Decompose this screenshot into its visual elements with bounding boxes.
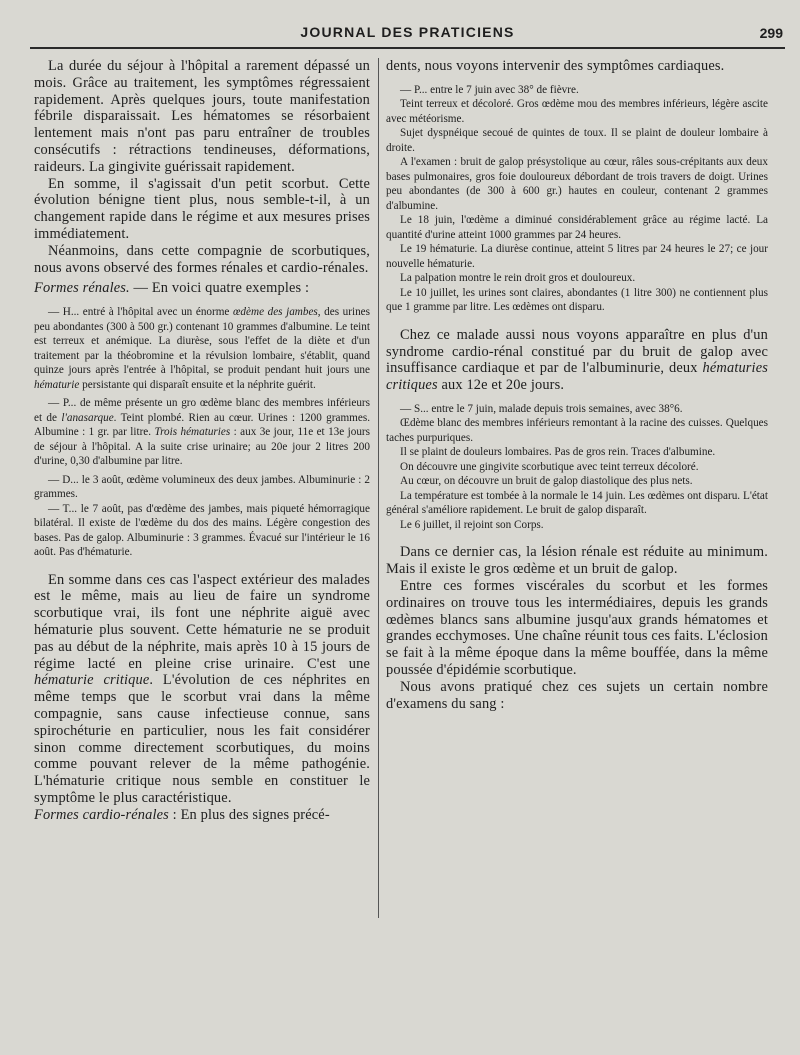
heading-formes-renales <box>34 280 370 297</box>
paragraph-formes-observees: Néanmoins, dans cette compagnie de scorbutiques, nous avons observé des formes rénales et cardio-rénales. <box>34 242 370 276</box>
case-p <box>34 396 370 469</box>
paragraph-formes-cardio-renales <box>34 807 370 824</box>
case-s7: Le 6 juillet, il rejoint son Corps. <box>400 518 544 531</box>
paragraph-hematurie-part-a: En somme dans ces cas l'aspect extérieur des malades est le même, mais au lieu de faire un syndrome scorbutique vrai, ils font une néphrite aiguë avec hématurie plus souvent. Cette hématurie ne se produit pas au début de la néphrite, mais après 10 à 15 jours de régime lacté en pleine crise urinaire. C'est une <box>34 571 370 672</box>
heading-formes-renales-text: — En voici quatre exemples : <box>129 280 310 297</box>
case-p7: La palpation montre le rein droit gros et douloureux. <box>400 272 636 285</box>
case-h-part-a: — H... entré à l'hôpital avec un énorme <box>48 306 233 319</box>
paragraph-syndrome-part-b: aux 12e et 20e jours. <box>437 377 565 394</box>
case-p1: — P... entre le 7 juin avec 38° de fièvre. <box>400 83 579 96</box>
case-h-emphasis-2: hématurie <box>34 378 80 391</box>
paragraph-dernier-cas: Dans ce dernier cas, la lésion rénale est réduite au minimum. Mais il existe le gros œdème et un bruit de galop. <box>386 544 768 578</box>
case-h <box>34 305 370 392</box>
column-separator <box>378 58 379 918</box>
case-p5: Le 18 juin, l'œdème a diminué considérablement grâce au régime lacté. La quantité d'urine atteint 1000 grammes par 24 heures. <box>386 214 768 241</box>
case-s1: — S... entre le 7 juin, malade depuis trois semaines, avec 38°6. <box>400 402 683 415</box>
paragraph-hematurie-critique <box>34 572 370 807</box>
paragraph-hematurie-part-b: . L'évolution de ces néphrites en même temps que le scorbut vrai dans la même compagnie, sans cause infectieuse connue, sans spirochéturie en particulier, nous les fait considérer sinon comme directement scorbutiques, du moins comme pouvant relever de la même pathogénie. L'hématurie critique nous semble en constituer le symptôme le plus caractéristique. <box>34 672 370 807</box>
heading-formes-cardio-renales: Formes cardio-rénales <box>34 806 169 823</box>
case-p8: Le 10 juillet, les urines sont claires, abondantes (1 litre 300) ne contiennent plus que 1 gramme par litre. Les œdèmes ont disparu. <box>386 286 768 314</box>
paragraph-syndrome-cardio-renal <box>386 327 768 394</box>
running-header <box>30 22 785 46</box>
case-s2: Œdème blanc des membres inférieurs remontant à la racine des cuisses. Quelques taches purpuriques. <box>386 417 768 444</box>
paragraph-petit-scorbut: En somme, il s'agissait d'un petit scorbut. Cette évolution bénigne tient plus, nous semble-t-il, à un changement rapide dans le régime et aux mesures prises immédiatement. <box>34 175 370 242</box>
case-s4: On découvre une gingivite scorbutique avec teint terreux décoloré. <box>400 460 699 473</box>
case-p4: A l'examen : bruit de galop présystolique au cœur, râles sous-crépitants aux deux bases pulmonaires, gros foie douloureux débordant de trois travers de doigt. Urines peu abondantes (de 300 à 600 gr.) hautes en couleur, contenant 2 grammes d'albumine. <box>386 156 768 212</box>
paragraph-formes-cardio-renales-text: : En plus des signes précé- <box>168 806 330 823</box>
case-h-part-c: persistante qui disparaît ensuite et la néphrite guérit. <box>79 378 316 391</box>
case-t: — T... le 7 août, pas d'œdème des jambes, mais piqueté hémorragique bilatéral. Il existe de l'œdème du dos des mains. Légère congestion des bases. Pas de galop. Albuminurie : 3 grammes. Évacué sur l'intérieur le 16 août. Pas d'hématurie. <box>34 502 370 559</box>
case-p-emphasis-2: Trois hématuries <box>154 426 231 439</box>
paragraph-hospital-stay: La durée du séjour à l'hôpital a rarement dépassé un mois. Grâce au traitement, les symptômes régressaient rapidement. Après quelques jours, toute manifestation fébrile disparaissait. Les hématomes se résorbaient lentement mais n'ont pas paru entraîner de troubles consécutifs : rétractions tendineuses, déformations, raideurs. La gingivite guérissait rapidement. <box>34 58 370 175</box>
case-p3: Sujet dyspnéique secoué de quintes de toux. Il se plaint de douleur lombaire à droite. <box>386 127 768 154</box>
case-h-emphasis: œdème des jambes <box>232 306 318 319</box>
page-number: 299 <box>759 25 783 41</box>
paragraph-hematurie-emphasis: hématurie critique <box>34 672 150 689</box>
paragraph-syndrome-emphasis: hématuries critiques <box>386 360 768 394</box>
paragraph-examens-sang: Nous avons pratiqué chez ces sujets un certain nombre d'examens du sang : <box>386 678 768 712</box>
header-rule <box>30 47 785 49</box>
paragraph-symptomes-cardiaques: dents, nous voyons intervenir des symptômes cardiaques. <box>386 58 725 74</box>
case-p6: Le 19 hématurie. La diurèse continue, atteint 5 litres par 24 heures le 27; ce jour nouvelle hématurie. <box>386 243 768 270</box>
case-s6: La température est tombée à la normale le 14 juin. Les œdèmes ont disparu. L'état général s'améliore rapidement. Le bruit de galop disparaît. <box>386 489 768 517</box>
case-p-part-a: — P... de même présente un gro œdème blanc des membres inférieurs et de <box>34 397 370 424</box>
case-p-emphasis: l'anasarque <box>61 411 114 424</box>
case-p2: Teint terreux et décoloré. Gros œdème mou des membres inférieurs, légère ascite avec météorisme. <box>386 98 768 125</box>
case-h-part-b: , des urines peu abondantes (300 à 500 gr.) contenant 10 grammes d'albumine. Le teint est terreux et anémique. La diurèse, sous l'effet de la diète et d'un traitement par la théobromine et la révulsion lombaire, s'établit, quand quinze jours après l'entrée à l'hôpital, se produit pendant huit jours une <box>34 306 370 377</box>
paragraph-formes-intermediaires: Entre ces formes viscérales du scorbut et les formes ordinaires on trouve tous les intermédiaires, depuis les grands œdèmes blancs sans albumine jusqu'aux grands hématomes et grandes ecchymoses. Une chaîne réunit tous ces faits. L'éclosion se fait à la même époque dans la même bouffée, dans la même poussée d'épidémie scorbutique. <box>386 578 768 679</box>
paragraph-syndrome-part-a: Chez ce malade aussi nous voyons apparaître en plus d'un syndrome cardio-rénal constitué par du bruit de galop avec insuffisance cardiaque et par de l'albuminurie, deux <box>386 326 768 377</box>
right-column <box>386 58 768 712</box>
journal-title: JOURNAL DES PRATICIENS <box>300 24 515 40</box>
case-p-part-c: : aux 3e jour, 11e et 13e jours de séjour à l'hôpital. A la suite crise urinaire; au 20e jour 2 litres 200 d'urine, 0,30 d'albumine par litre. <box>34 426 370 468</box>
heading-formes-renales-label: Formes rénales. <box>34 280 130 297</box>
case-d: — D... le 3 août, œdème volumineux des deux jambes. Albuminurie : 2 grammes. <box>34 473 370 501</box>
case-s5: Au cœur, on découvre un bruit de galop diastolique des plus nets. <box>400 475 693 488</box>
left-column <box>34 58 370 824</box>
case-s3: Il se plaint de douleurs lombaires. Pas de gros rein. Traces d'albumine. <box>400 446 716 459</box>
case-p-part-b: . Teint plombé. Rien au cœur. Urines : 1200 grammes. Albumine : 1 gr. par litre. <box>34 411 370 439</box>
